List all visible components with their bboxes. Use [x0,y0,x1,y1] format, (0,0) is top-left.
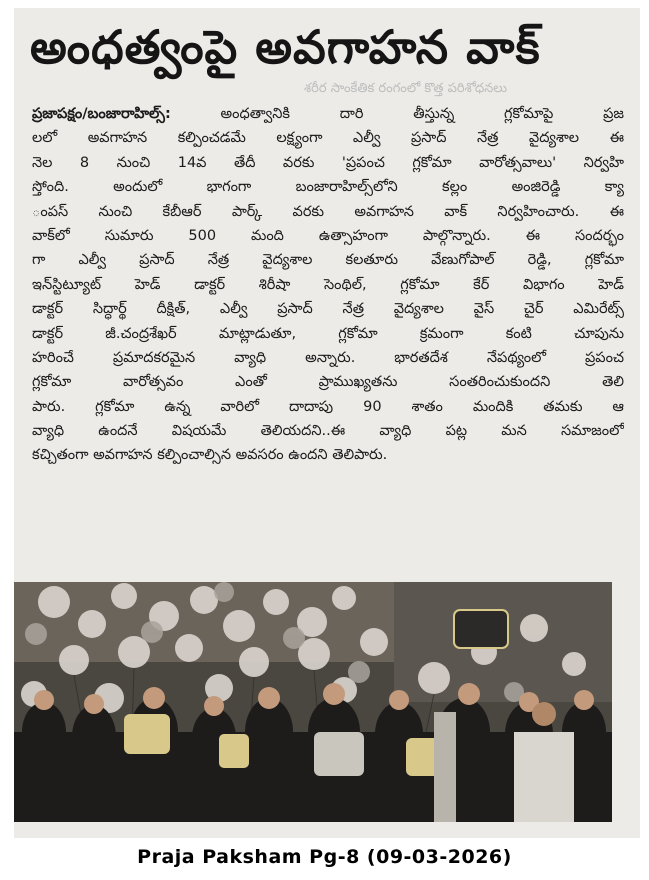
dateline: ప్రజాపక్షం/బంజారాహిల్స్: [32,106,171,122]
article-line [32,102,624,126]
group-photo-icon [14,582,612,822]
article-line: గ్లకోమా వారోత్సవం ఎంతో ప్రాముఖ్యతను సంతరించుకుందని తెలి [32,374,624,391]
article-line-text: అంధత్వానికి దారి తీస్తున్న గ్లకోమాపై ప్రజ [170,106,624,122]
article-line: నెల 8 నుంచి 14వ తేదీ వరకు 'ప్రపంచ గ్లకోమా వారోత్సవాలు' నిర్వహి [32,154,624,171]
article-line: హరించే ప్రమాదకరమైన వ్యాధి అన్నారు. భారతదేశ నేపథ్యంలో ప్రపంచ [32,349,624,366]
article-body [32,102,624,468]
article-line: లలో అవగాహన కల్పించడమే లక్ష్యంగా ఎల్వీ ప్రసాద్ నేత్ర వైద్యశాల ఈ [32,130,624,147]
source-caption: Praja Paksham Pg-8 (09-03-2026) [137,846,512,868]
article-line: కచ్చితంగా అవగాహన కల్పించాల్సిన అవసరం ఉందని తెలిపారు. [32,447,388,464]
bleed-through-text: శరీర సాంకేతిక రంగంలో కొత్త పరిశోధనలు [304,81,508,96]
article-line: డాక్టర్ జీ.చంద్రశేఖర్ మాట్లాడుతూ, గ్లకోమా క్రమంగా కంటి చూపును [32,325,624,342]
article-line: స్తోంది. అందులో భాగంగా బంజారాహిల్స్‌లోని కల్లం అంజిరెడ్డి క్యా [32,179,624,196]
article-line: వ్యాధి ఉందనే విషయమే తెలియదని..ఈ వ్యాధి పట్ల మన సమాజంలో [32,423,624,440]
article-line: గా ఎల్వీ ప్రసాద్ నేత్ర వైద్యశాల కలతూరు వేణుగోపాల్ రెడ్డి, గ్లకోమా [32,252,624,269]
article-line: వాక్‌లో సుమారు 500 మంది ఉత్సాహంగా పాల్గొన్నారు. ఈ సందర్భం [32,227,624,244]
article-line: పారు. గ్లకోమా ఉన్న వారిలో దాదాపు 90 శాతం మందికి తమకు ఆ [32,398,624,415]
article-line: ఇన్‌స్టిట్యూట్ హెడ్ డాక్టర్ శిరీషా సెంథిల్, గ్లకోమా కేర్ విభాగం హెడ్ [32,276,624,293]
article-line: ంపస్ నుంచి కేబీఆర్ పార్క్ వరకు అవగాహన వాక్ నిర్వహించారు. ఈ [32,203,624,220]
walk-photo-illustration [14,582,612,822]
headline: అంధత్వంపై అవగాహన వాక్ [30,20,541,74]
article-line: డాక్టర్ సిద్ధార్థ్ దీక్షిత్, ఎల్వీ ప్రసాద్ నేత్ర వైద్యశాల వైస్ చైర్ ఎమిరేట్స్ [32,301,624,318]
